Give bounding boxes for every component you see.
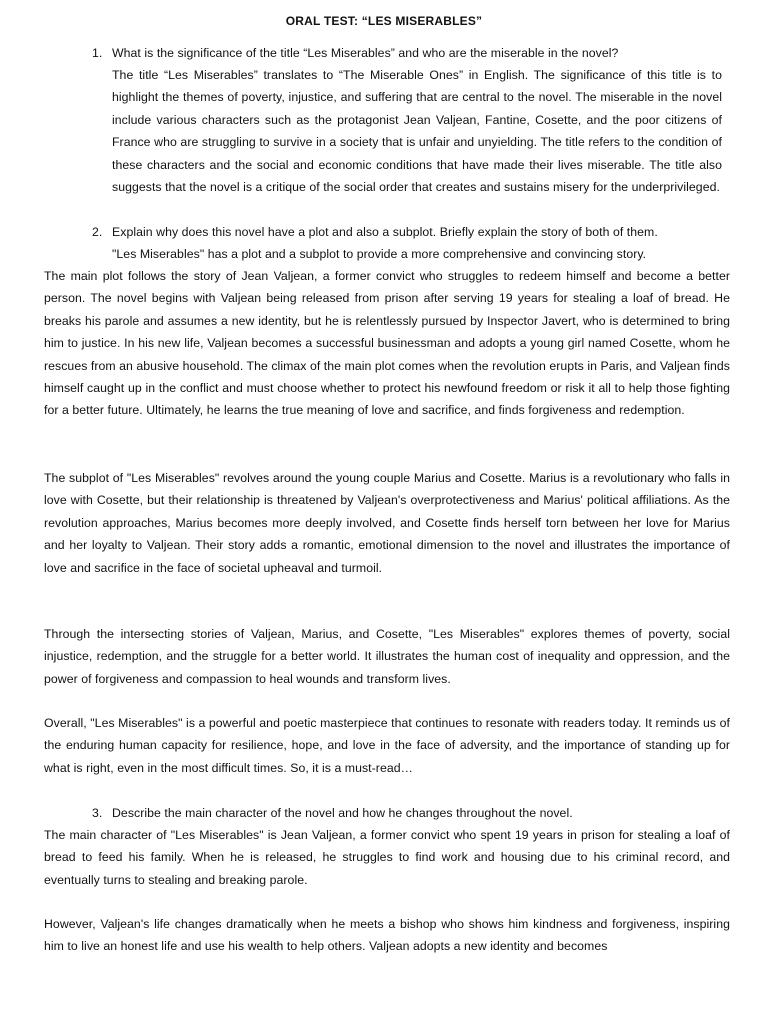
question-3-paragraph-2: However, Valjean's life changes dramatically when he meets a bishop who shows him kindness and forgiveness, inspiring him to live an honest life and use his wealth to help others. Valjean adopts a new identity and becomes [44,917,730,954]
question-1-number: 1. [92,46,103,60]
question-2-intro: "Les Miserables" has a plot and a subplot to provide a more comprehensive and convincing story. [112,247,647,261]
page-title: ORAL TEST: “LES MISERABLES” [285,14,483,28]
question-2-main-plot-paragraph: The main plot follows the story of Jean Valjean, a former convict who struggles to redeem himself and become a better person. The novel begins with Valjean being released from prison after serving 19 years for stealing a loaf of bread. He breaks his parole and assumes a new identity, but he is relentlessly pursued by Inspector Javert, who is determined to bring him to justice. In his new life, Valjean becomes a successful businessman and adopts a young girl named Cosette, whom he rescues from an abusive household. The climax of the main plot comes when the revolution erupts in Paris, and Valjean finds himself caught up in the conflict and must choose whether to protect his newfound freedom or risk it all to help those fighting for a better future. Ultimately, he learns the true meaning of love and sacrifice, and finds forgiveness and redemption. [44,269,730,418]
question-2-number: 2. [92,225,103,239]
question-2-themes-paragraph: Through the intersecting stories of Valjean, Marius, and Cosette, "Les Miserables" explores themes of poverty, social injustice, redemption, and the struggle for a better world. It illustrates the human cost of inequality and oppression, and the power of forgiveness and compassion to heal wounds and transform lives. [44,627,730,686]
question-1-answer: The title “Les Miserables” translates to “The Miserable Ones” in English. The significance of this title is to highlight the themes of poverty, injustice, and suffering that are central to the novel. The miserable in the novel include various characters such as the protagonist Jean Valjean, Fantine, Cosette, and the poor citizens of France who are struggling to survive in a society that is unfair and unyielding. The title refers to the condition of these characters and the social and economic conditions that have made their lives miserable. The title also suggests that the novel is a critique of the social order that creates and sustains misery for the underprivileged. [112,68,722,195]
question-3-paragraph-1: The main character of "Les Miserables" is Jean Valjean, a former convict who spent 19 years in prison for stealing a loaf of bread to feed his family. When he is released, he struggles to find work and housing due to his criminal record, and eventually turns to stealing and breaking parole. [44,828,730,887]
question-3-number: 3. [92,806,103,820]
question-1-text: What is the significance of the title “Les Miserables” and who are the miserable in the novel? [112,46,619,60]
question-2-overall-paragraph: Overall, "Les Miserables" is a powerful and poetic masterpiece that continues to resonate with readers today. It reminds us of the enduring human capacity for resilience, hope, and love in the face of adversity, and the importance of standing up for what is right, even in the most difficult times. So, it is a must-read… [44,716,730,775]
question-2-text: Explain why does this novel have a plot and also a subplot. Briefly explain the story of both of them. [112,225,658,239]
question-3-text: Describe the main character of the novel and how he changes throughout the novel. [112,806,573,820]
question-2-subplot-paragraph: The subplot of "Les Miserables" revolves around the young couple Marius and Cosette. Marius is a revolutionary who falls in love with Cosette, but their relationship is threatened by Valjean's overprotectiveness and Marius' political affiliations. As the revolution approaches, Marius becomes more deeply involved, and Cosette finds herself torn between her love for Marius and her loyalty to Valjean. Their story adds a romantic, emotional dimension to the novel and illustrates the importance of love and sacrifice in the face of societal upheaval and turmoil. [44,471,730,575]
